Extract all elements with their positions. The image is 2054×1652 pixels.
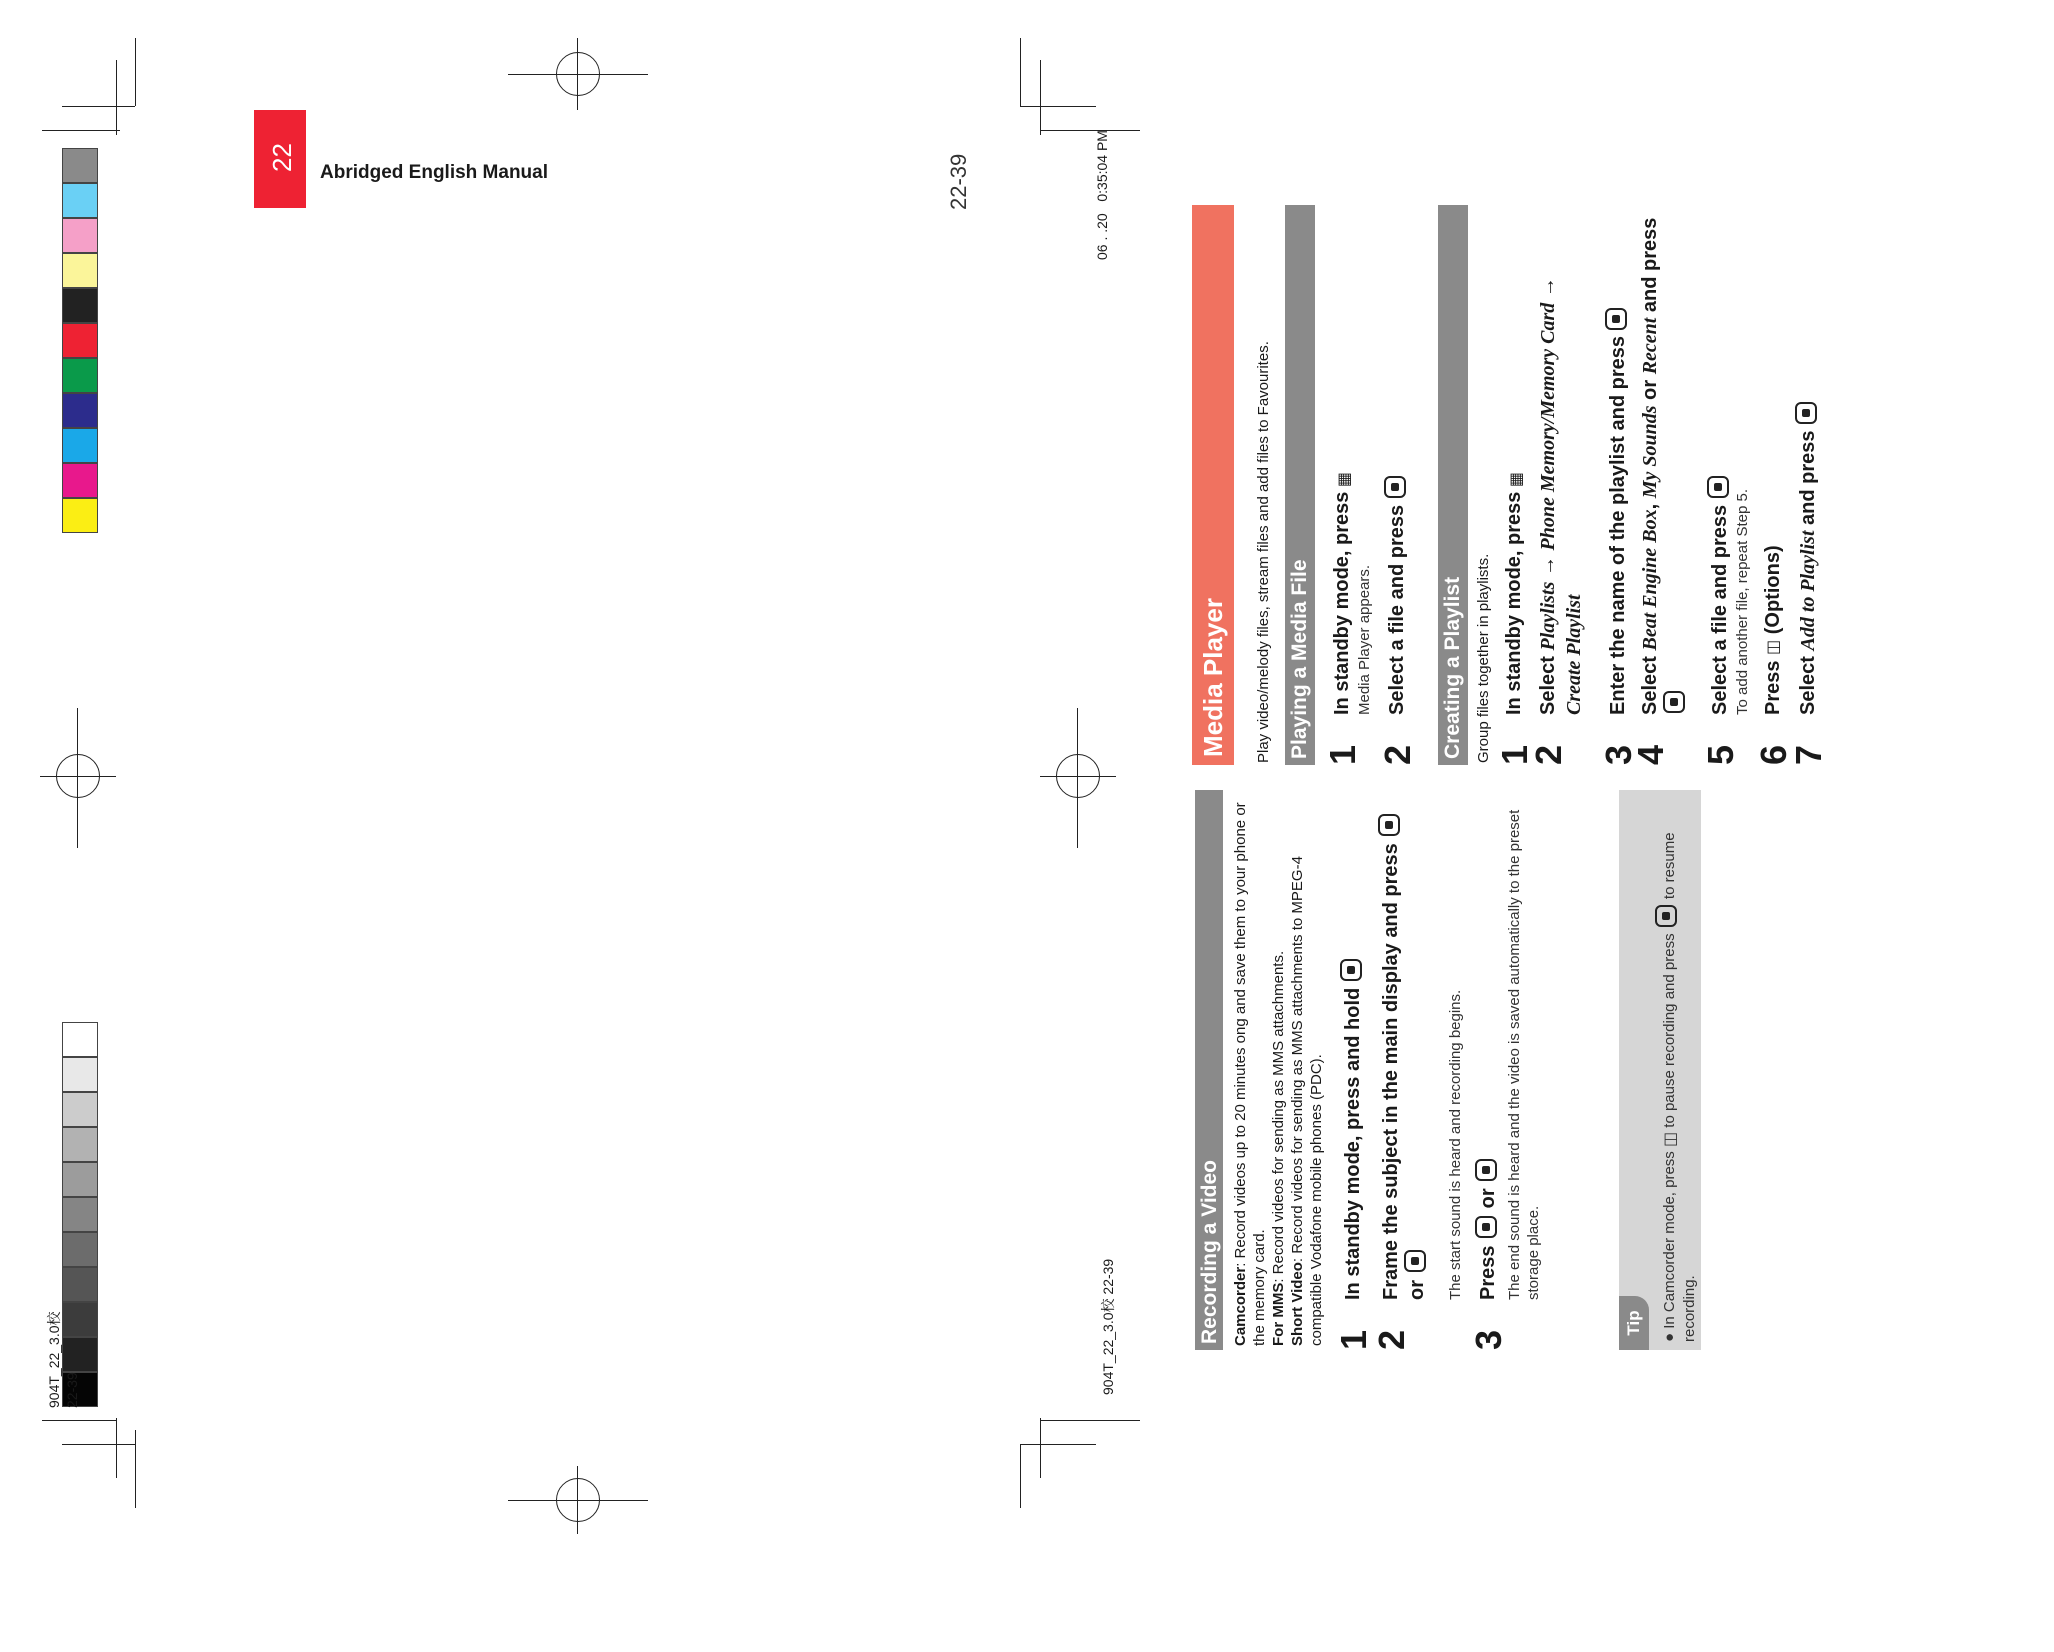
file-info-left: 904T_22_3.0校 22-39	[46, 1311, 80, 1408]
tip-box	[1619, 790, 1701, 1350]
gray-swatch	[62, 1197, 98, 1232]
page-number-box	[254, 110, 306, 208]
options-key-icon: ◫	[1764, 639, 1782, 655]
step-number: 7	[1787, 744, 1829, 765]
gray-swatch	[62, 1092, 98, 1127]
tip-label: Tip	[1619, 1296, 1649, 1350]
playlist-step-4: 4 Select Beat Engine Box, My Sounds or Recent and press	[1637, 205, 1689, 765]
crop-mark	[42, 130, 120, 131]
playlist-step-6: 6 Press ◫ (Options)	[1753, 545, 1794, 765]
media-intro: Play video/melody files, stream files and add files to Favourites.	[1255, 341, 1272, 763]
step-text: or	[1477, 1188, 1499, 1209]
step-sub: The start sound is heard and recording begins.	[1447, 989, 1464, 1300]
intro-mms: For MMS: Record videos for sending as MMS attachments.	[1270, 950, 1287, 1346]
camera-key-icon	[1404, 1250, 1426, 1272]
manual-page	[1124, 95, 2054, 1475]
crop-mark	[42, 1420, 116, 1421]
crop-mark	[1077, 708, 1078, 848]
step-sub: To add another file, repeat Step 5.	[1734, 489, 1751, 715]
step-text: In standby mode, press and hold	[1342, 987, 1364, 1300]
crop-mark	[77, 708, 78, 848]
crop-mark	[1040, 60, 1041, 135]
crop-mark	[1020, 106, 1096, 107]
center-key-icon	[1605, 308, 1627, 330]
step-text: In standby mode, press	[1503, 491, 1525, 715]
color-swatch	[62, 358, 98, 393]
step-text: In standby mode, press	[1331, 491, 1353, 715]
step-text: Select a file and press	[1709, 504, 1731, 715]
crop-mark	[62, 1444, 135, 1445]
subsection-title: Creating a Playlist	[1438, 205, 1468, 765]
color-swatch	[62, 393, 98, 428]
crop-mark	[1040, 776, 1116, 777]
center-key-icon	[1378, 814, 1400, 836]
color-swatch	[62, 148, 98, 183]
step-number: 2	[1371, 1329, 1412, 1350]
color-swatch	[62, 323, 98, 358]
subsection-title: Playing a Media File	[1285, 205, 1315, 765]
crop-mark	[135, 1430, 136, 1508]
step-number: 2	[1377, 744, 1418, 765]
section-title: Recording a Video	[1195, 790, 1223, 1350]
center-key-icon	[1384, 476, 1406, 498]
crop-mark	[1020, 1444, 1021, 1508]
crop-mark	[1020, 1444, 1096, 1445]
page-number: 22	[267, 143, 297, 172]
step-number: 4	[1630, 744, 1671, 765]
step-number: 1	[1322, 744, 1363, 765]
step-number: 3	[1598, 744, 1639, 765]
playlist-step-2: 2 Select Playlists → Phone Memory/Memory Card → Create Playlist	[1528, 277, 1585, 765]
recording-step-3	[1468, 790, 1543, 1350]
section-title: Media Player	[1192, 205, 1234, 765]
crop-mark	[135, 38, 136, 106]
media-section	[1124, 205, 1829, 765]
gray-swatch	[62, 1162, 98, 1197]
step-text: or	[1406, 1280, 1428, 1300]
crop-mark	[116, 60, 117, 135]
crop-mark	[1020, 38, 1021, 106]
color-swatch	[62, 253, 98, 288]
playlist-step-3	[1598, 205, 1639, 765]
crop-mark	[62, 106, 135, 107]
step-sub: Media Player appears.	[1356, 564, 1373, 715]
color-swatch	[62, 428, 98, 463]
media-key-icon: ▦	[1507, 472, 1525, 488]
playlist-step-7: 7 Select Add to Playlist and press	[1795, 205, 1821, 765]
gray-swatch	[62, 1232, 98, 1267]
timestamp: 06 . .20 0:35:04 PM	[1094, 130, 1110, 260]
manual-title: Abridged English Manual	[320, 162, 549, 183]
playing-step-1	[1322, 205, 1374, 765]
crop-mark	[508, 74, 648, 75]
gray-swatch	[62, 1127, 98, 1162]
playlist-step-1	[1494, 205, 1535, 765]
step-number: 6	[1753, 744, 1794, 765]
gray-swatch	[62, 1022, 98, 1057]
color-swatch	[62, 288, 98, 323]
playlist-step-5	[1700, 205, 1752, 765]
color-swatch	[62, 498, 98, 533]
center-key-icon	[1475, 1216, 1497, 1238]
crop-mark	[116, 1418, 117, 1478]
camera-key-icon	[1475, 1159, 1497, 1181]
step-number: 3	[1468, 1329, 1509, 1350]
step-text: Frame the subject in the main display and press	[1380, 843, 1402, 1300]
intro-short-video: Short Video: Record videos for sending as MMS attachments to MPEG-4 compatible Vodafone mobile phones (PDC).	[1289, 856, 1325, 1346]
playing-step-2	[1377, 205, 1418, 765]
step-number: 1	[1494, 744, 1535, 765]
tip-text: ● In Camcorder mode, press ◫ to pause recording and press to resume recording.	[1655, 802, 1699, 1342]
step-number: 1	[1333, 1329, 1374, 1350]
step-number: 5	[1700, 744, 1741, 765]
color-swatch	[62, 463, 98, 498]
crop-mark	[40, 776, 116, 777]
playlist-intro: Group files together in playlists.	[1475, 553, 1492, 763]
center-key-icon	[1707, 476, 1729, 498]
options-key-icon: ◫	[1661, 1131, 1679, 1148]
step-text: Select a file and press	[1386, 504, 1408, 715]
color-swatch	[62, 183, 98, 218]
gray-swatch	[62, 1057, 98, 1092]
step-text: Press	[1477, 1245, 1499, 1300]
page-ref: 22-39	[946, 153, 971, 210]
step-text: Enter the name of the playlist and press	[1607, 336, 1629, 715]
center-key-icon	[1795, 402, 1817, 424]
step-sub: The end sound is heard and the video is saved automatically to the preset storage place.	[1506, 809, 1542, 1300]
file-info: 904T_22_3.0校 22-39	[1100, 1258, 1116, 1395]
center-key-icon	[1663, 691, 1685, 713]
recording-step-2	[1371, 790, 1465, 1350]
recording-step-1	[1333, 790, 1374, 1350]
media-key-icon: ▦	[1335, 472, 1353, 488]
center-key-icon	[1655, 905, 1677, 927]
step-number: 2	[1528, 744, 1569, 765]
camera-key-icon	[1340, 959, 1362, 981]
crop-mark	[508, 1500, 648, 1501]
color-swatch	[62, 218, 98, 253]
recording-section	[1124, 790, 1698, 1350]
crop-mark	[1040, 1418, 1041, 1478]
intro-camcorder: Camcorder: Record videos up to 20 minutes ong and save them to your phone or the memory card.	[1232, 802, 1268, 1346]
